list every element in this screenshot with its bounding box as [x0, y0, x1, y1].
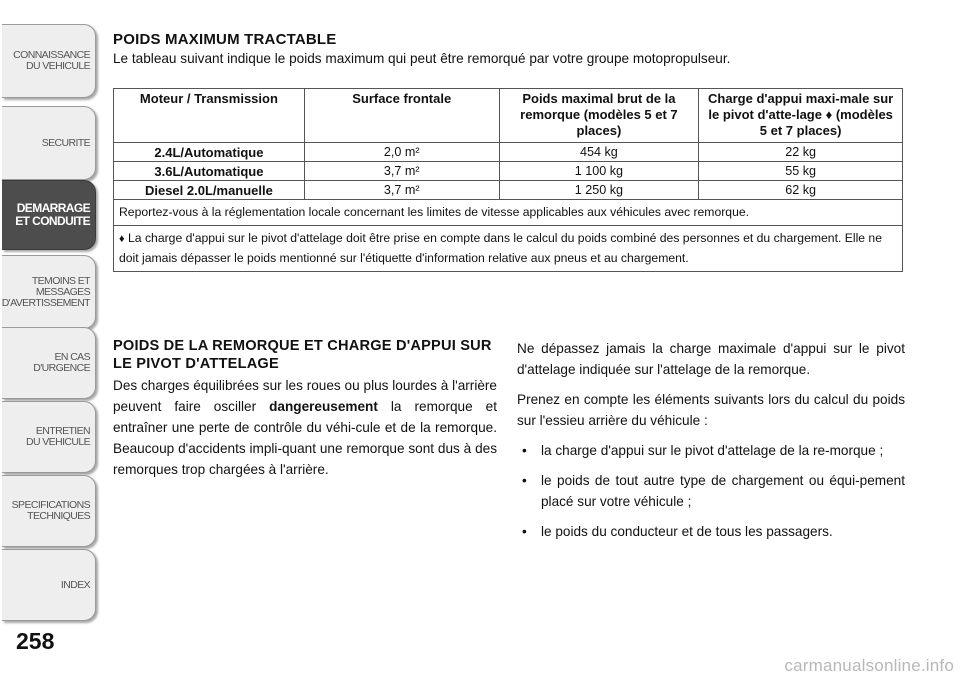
diamond-icon: ♦	[119, 233, 125, 245]
section-intro: Le tableau suivant indique le poids maximum qui peut être remorqué par votre groupe motopropulseur.	[113, 51, 731, 66]
cell-tongue-load: 62 kg	[699, 181, 903, 200]
trailer-balance-paragraph	[113, 375, 497, 480]
cell-tongue-load: 22 kg	[699, 143, 903, 162]
watermark: carmanualsonline.info	[784, 656, 954, 675]
cell-engine: 3.6L/Automatique	[114, 162, 305, 181]
table-note-row	[114, 200, 903, 226]
bullet-icon: •	[522, 443, 527, 458]
tab-entretien-du-vehicule[interactable]: ENTRETIEN DU VEHICULE	[2, 401, 96, 473]
cell-area: 3,7 m²	[304, 181, 499, 200]
list-item-text: le poids du conducteur et de tous les passagers.	[541, 524, 833, 539]
tab-demarrage-et-conduite[interactable]: DEMARRAGE ET CONDUITE	[2, 180, 96, 250]
right-column	[517, 338, 905, 551]
cell-max-weight: 454 kg	[499, 143, 699, 162]
left-column	[113, 337, 497, 480]
list-item	[517, 470, 905, 512]
cell-area: 2,0 m²	[304, 143, 499, 162]
trailer-weight-heading: POIDS DE LA REMORQUE ET CHARGE D'APPUI SUR LE PIVOT D'ATTELAGE	[113, 338, 492, 372]
paragraph-text: Des charges équilibrées sur les roues ou plus lourdes à l'arrière peuvent faire osciller	[113, 378, 497, 414]
header-max-tongue-load: Charge d'appui maxi-male sur le pivot d'atte-lage ♦ (modèles 5 et 7 places)	[699, 89, 903, 143]
tongue-load-limit-paragraph: Ne dépassez jamais la charge maximale d'appui sur le pivot d'attelage indiquée sur l'attelage de la remorque.	[517, 341, 905, 377]
tab-temoins-et-messages[interactable]: TEMOINS ET MESSAGES D'AVERTISSEMENT	[2, 255, 96, 329]
towing-weight-table	[113, 88, 903, 272]
paragraph-text: la remorque et entraîner une perte de contrôle du véhi-cule et de la remorque. Beaucoup d'accidents impli-quant une remorque sont dus à des remorques trop chargées à l'arrière.	[113, 399, 497, 477]
cell-max-weight: 1 250 kg	[499, 181, 699, 200]
tab-en-cas-d-urgence[interactable]: EN CAS D'URGENCE	[2, 327, 96, 399]
tongue-load-note	[114, 226, 903, 272]
table-row	[114, 162, 903, 181]
header-engine-transmission: Moteur / Transmission	[114, 89, 305, 143]
list-item-text: le poids de tout autre type de chargement ou équi-pement placé sur votre véhicule ;	[541, 473, 905, 509]
emphasis-text: dangereusement	[269, 399, 378, 414]
cell-area: 3,7 m²	[304, 162, 499, 181]
table-row	[114, 143, 903, 162]
bullet-icon: •	[522, 473, 527, 488]
tab-connaissance-du-vehicule[interactable]: CONNAISSANCE DU VEHICULE	[2, 24, 96, 98]
header-frontal-area: Surface frontale	[304, 89, 499, 143]
list-item-text: la charge d'appui sur le pivot d'attelage de la re-morque ;	[541, 443, 884, 458]
speed-limit-note: Reportez-vous à la réglementation locale concernant les limites de vitesse applicables aux véhicules avec remorque.	[114, 200, 903, 226]
table-row	[114, 181, 903, 200]
cell-engine: Diesel 2.0L/manuelle	[114, 181, 305, 200]
rear-axle-paragraph: Prenez en compte les éléments suivants lors du calcul du poids sur l'essieu arrière du véhicule :	[517, 392, 905, 428]
table-note-row	[114, 226, 903, 272]
list-item	[517, 440, 905, 461]
rear-axle-list	[517, 440, 905, 542]
tab-index[interactable]: INDEX	[2, 549, 96, 621]
table-header-row	[114, 89, 903, 143]
tongue-load-note-text: La charge d'appui sur le pivot d'attelage doit être prise en compte dans le calcul du poids combiné des personnes et du chargement. Elle ne doit jamais dépasser le poids mentionné sur l'étiquette d'information relative aux pneus et au chargement.	[119, 231, 882, 265]
tab-securite[interactable]: SECURITE	[2, 106, 96, 180]
cell-tongue-load: 55 kg	[699, 162, 903, 181]
header-max-trailer-weight: Poids maximal brut de la remorque (modèles 5 et 7 places)	[499, 89, 699, 143]
cell-max-weight: 1 100 kg	[499, 162, 699, 181]
tab-specifications-techniques[interactable]: SPECIFICATIONS TECHNIQUES	[2, 475, 96, 547]
chapter-tabs	[0, 0, 100, 678]
section-title: POIDS MAXIMUM TRACTABLE	[113, 31, 337, 48]
list-item	[517, 521, 905, 542]
bullet-icon: •	[522, 524, 527, 539]
page-number: 258	[16, 628, 55, 654]
cell-engine: 2.4L/Automatique	[114, 143, 305, 162]
